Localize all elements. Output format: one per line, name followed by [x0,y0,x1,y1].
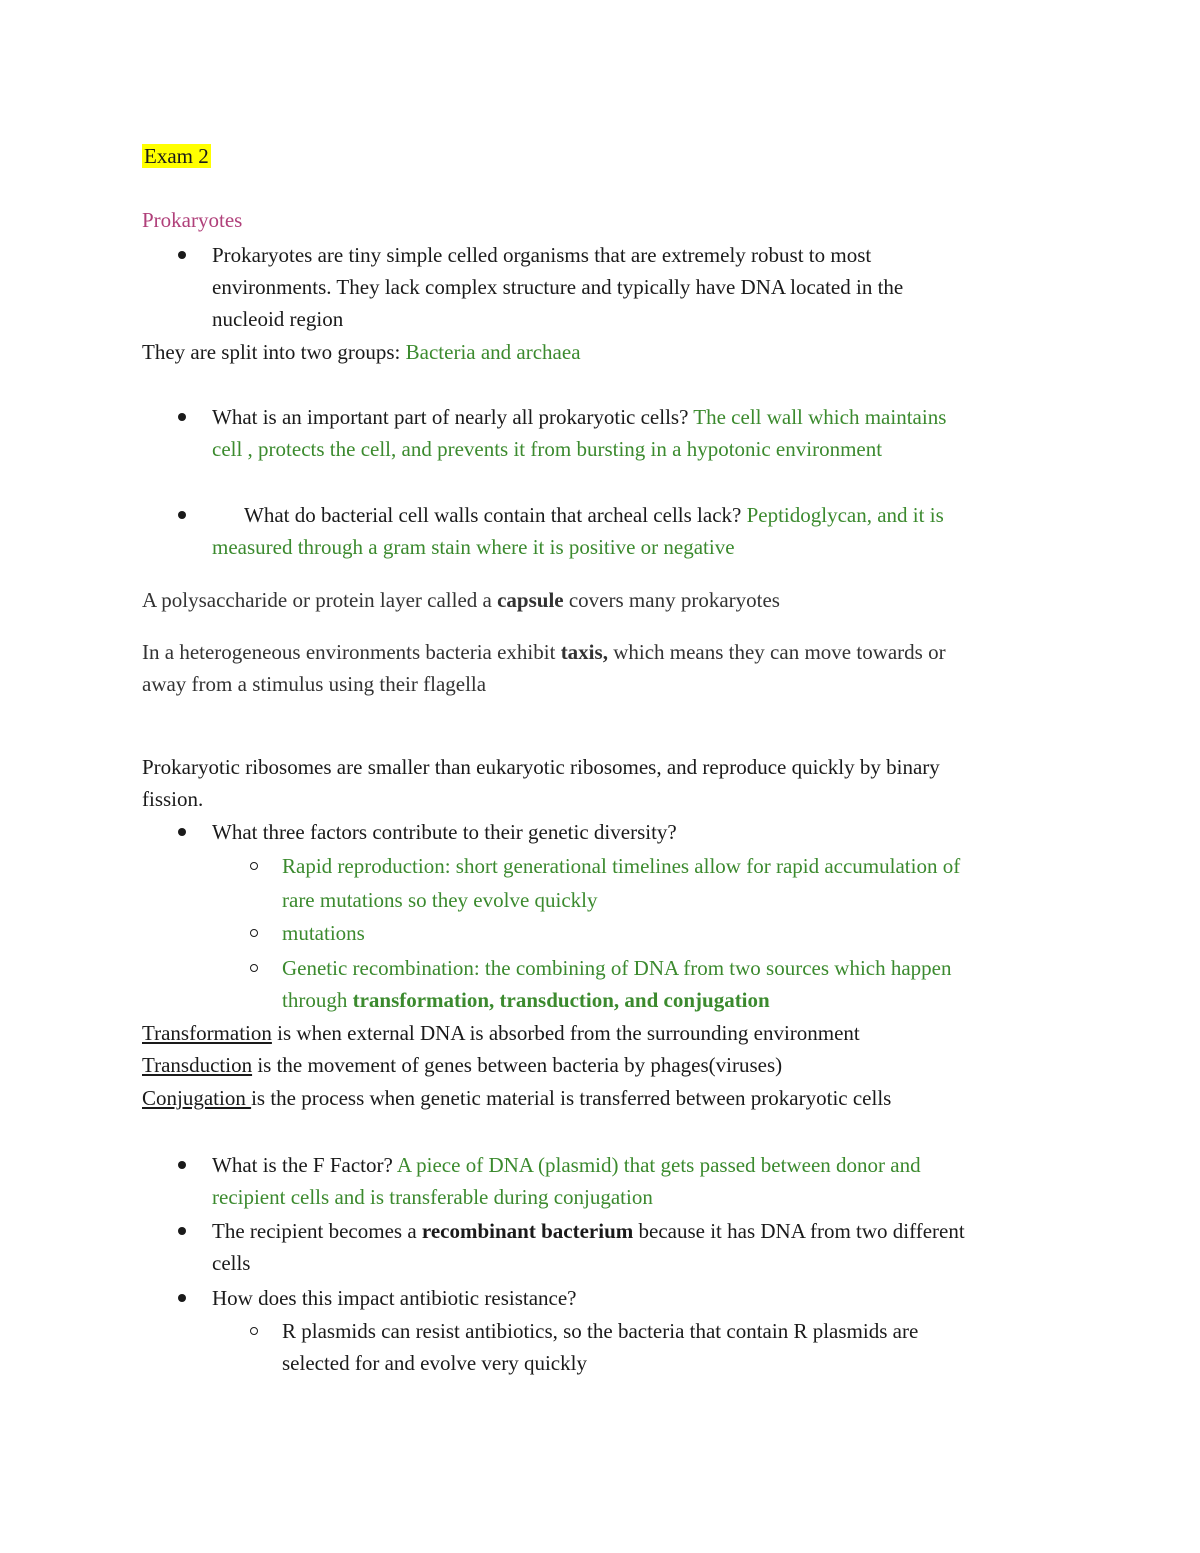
bullet-dot [178,1161,186,1169]
bullet-dot [178,413,186,421]
sub-answer: R plasmids can resist antibiotics, so the bacteria that contain R plasmids are [282,1319,919,1343]
sub-answer: Rapid reproduction: short generational timelines allow for rapid accumulation of [282,854,961,878]
question-line: How does this impact antibiotic resistance? [212,1286,577,1310]
recipient-line-2: cells [212,1251,251,1275]
taxis-line-2: away from a stimulus using their flagella [142,672,487,696]
capsule-line: A polysaccharide or protein layer called a capsule covers many prokaryotes [142,588,780,612]
bullet-dot [178,511,186,519]
answer-line: measured through a gram stain where it is positive or negative [212,535,735,559]
sub-answer: rare mutations so they evolve quickly [282,888,598,912]
ribosomes-line-2: fission. [142,787,204,811]
bullet-dot [178,1227,186,1235]
section-title: Prokaryotes [142,208,243,232]
question-line: What is the F Factor? A piece of DNA (plasmid) that gets passed between donor and [212,1153,921,1177]
sub-answer: through transformation, transduction, and conjugation [282,988,770,1012]
bullet-text: environments. They lack complex structure and typically have DNA located in the [212,275,904,299]
sub-answer: selected for and evolve very quickly [282,1351,587,1375]
recipient-line: The recipient becomes a recombinant bacterium because it has DNA from two different [212,1219,965,1243]
sub-answer: mutations [282,921,365,945]
taxis-line: In a heterogeneous environments bacteria exhibit taxis, which means they can move towards or [142,640,946,664]
sub-bullet-circle [250,964,258,972]
ribosomes-line: Prokaryotic ribosomes are smaller than eukaryotic ribosomes, and reproduce quickly by binary [142,755,940,779]
sub-bullet-circle [250,1327,258,1335]
definition-transformation: Transformation is when external DNA is absorbed from the surrounding environment [142,1021,860,1045]
bullet-text: Prokaryotes are tiny simple celled organisms that are extremely robust to most [212,243,872,267]
question-line: What do bacterial cell walls contain that archeal cells lack? Peptidoglycan, and it is [244,503,944,527]
exam-title: Exam 2 [144,144,209,168]
bullet-dot [178,828,186,836]
sub-bullet-circle [250,862,258,870]
answer-line: cell , protects the cell, and prevents it from bursting in a hypotonic environment [212,437,883,461]
question-line: What is an important part of nearly all prokaryotic cells? The cell wall which maintains [212,405,947,429]
groups-line: They are split into two groups: Bacteria and archaea [142,340,581,364]
definition-transduction: Transduction is the movement of genes between bacteria by phages(viruses) [142,1053,783,1077]
definition-conjugation: Conjugation is the process when genetic material is transferred between prokaryotic cells [142,1086,892,1110]
bullet-dot [178,251,186,259]
bullet-text: nucleoid region [212,307,344,331]
bullet-dot [178,1294,186,1302]
answer-line: recipient cells and is transferable during conjugation [212,1185,653,1209]
sub-bullet-circle [250,929,258,937]
question-line: What three factors contribute to their genetic diversity? [212,820,677,844]
sub-answer: Genetic recombination: the combining of DNA from two sources which happen [282,956,952,980]
